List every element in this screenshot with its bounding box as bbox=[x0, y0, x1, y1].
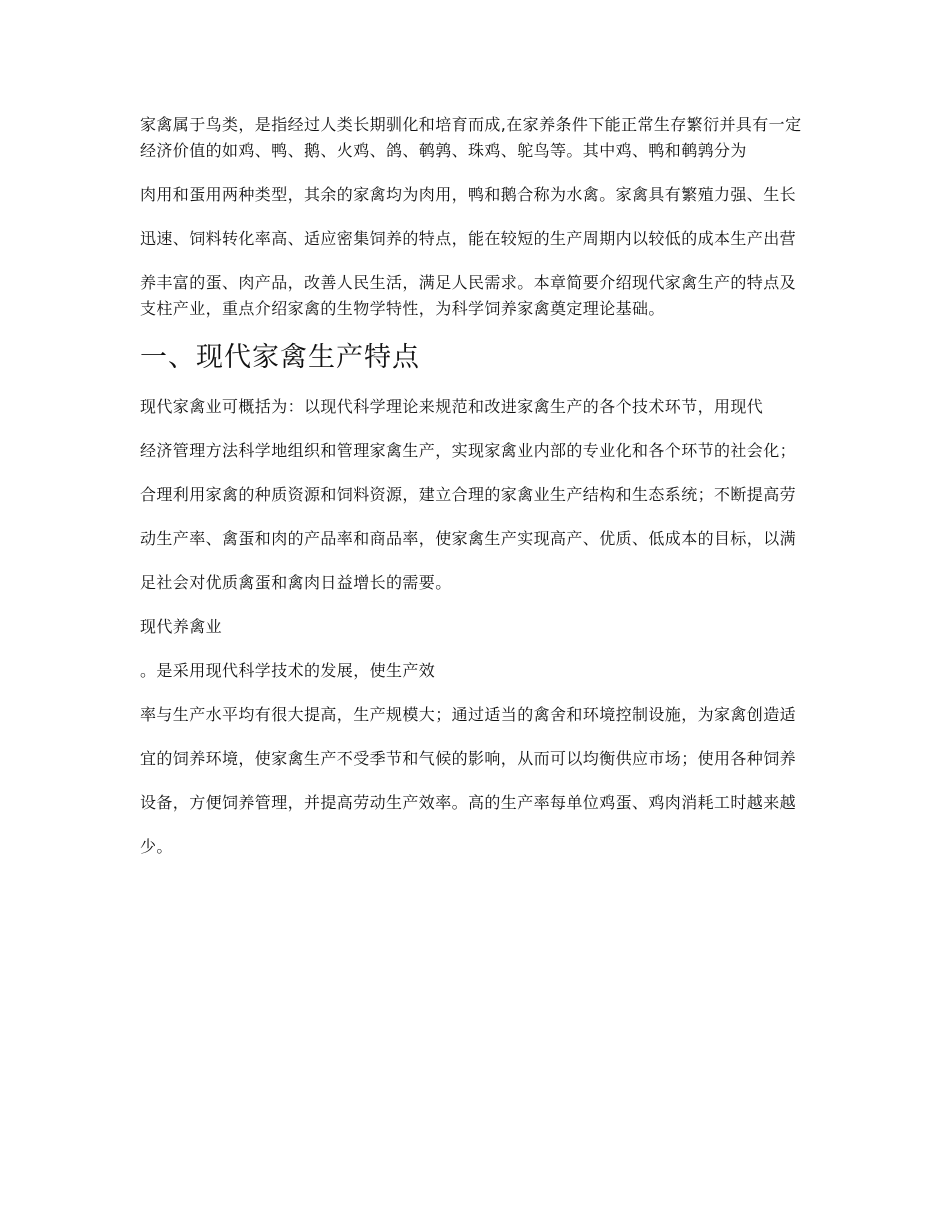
document-page bbox=[140, 112, 810, 860]
section-paragraph-1: 现代家禽业可概括为：以现代科学理论来规范和改进家禽生产的各个技术环节，用现代 bbox=[140, 397, 764, 416]
section-paragraph-5: 足社会对优质禽蛋和禽肉日益增长的需要。 bbox=[140, 573, 452, 592]
section-paragraph-11: 少。 bbox=[140, 837, 173, 856]
intro-paragraph-3: 迅速、饲料转化率高、适应密集饲养的特点，能在较短的生产周期内以较低的成本生产出营 bbox=[140, 229, 797, 248]
section-paragraph-3: 合理利用家禽的种质资源和饲料资源，建立合理的家禽业生产结构和生态系统；不断提高劳 bbox=[140, 485, 797, 504]
section-paragraph-4: 动生产率、禽蛋和肉的产品率和商品率，使家禽生产实现高产、优质、低成本的目标，以满 bbox=[140, 529, 797, 548]
section-paragraph-9: 宜的饲养环境，使家禽生产不受季节和气候的影响，从而可以均衡供应市场；使用各种饲养 bbox=[140, 749, 797, 768]
intro-paragraph-4: 养丰富的蛋、肉产品，改善人民生活，满足人民需求。本章简要介绍现代家禽生产的特点及支柱产业，重点介绍家禽的生物学特性，为科学饲养家禽奠定理论基础。 bbox=[140, 273, 797, 318]
intro-paragraph-1: 家禽属于鸟类，是指经过人类长期驯化和培育而成,在家养条件下能正常生存繁衍并具有一定经济价值的如鸡、鸭、鹅、火鸡、鸽、鹌鹑、珠鸡、鸵鸟等。其中鸡、鸭和鹌鹑分为 bbox=[140, 115, 802, 160]
section-paragraph-10: 设备，方便饲养管理，并提高劳动生产效率。高的生产率每单位鸡蛋、鸡肉消耗工时越来越 bbox=[140, 793, 797, 812]
section-heading: 一、现代家禽生产特点 bbox=[140, 342, 420, 373]
intro-paragraph-2: 肉用和蛋用两种类型，其余的家禽均为肉用，鸭和鹅合称为水禽。家禽具有繁殖力强、生长 bbox=[140, 185, 797, 204]
section-paragraph-2: 经济管理方法科学地组织和管理家禽生产，实现家禽业内部的专业化和各个环节的社会化； bbox=[140, 441, 797, 460]
section-paragraph-6: 现代养禽业 bbox=[140, 617, 223, 636]
section-paragraph-7: 。是采用现代科学技术的发展，使生产效 bbox=[140, 661, 436, 680]
section-paragraph-8: 率与生产水平均有很大提高，生产规模大；通过适当的禽舍和环境控制设施，为家禽创造适 bbox=[140, 705, 797, 724]
